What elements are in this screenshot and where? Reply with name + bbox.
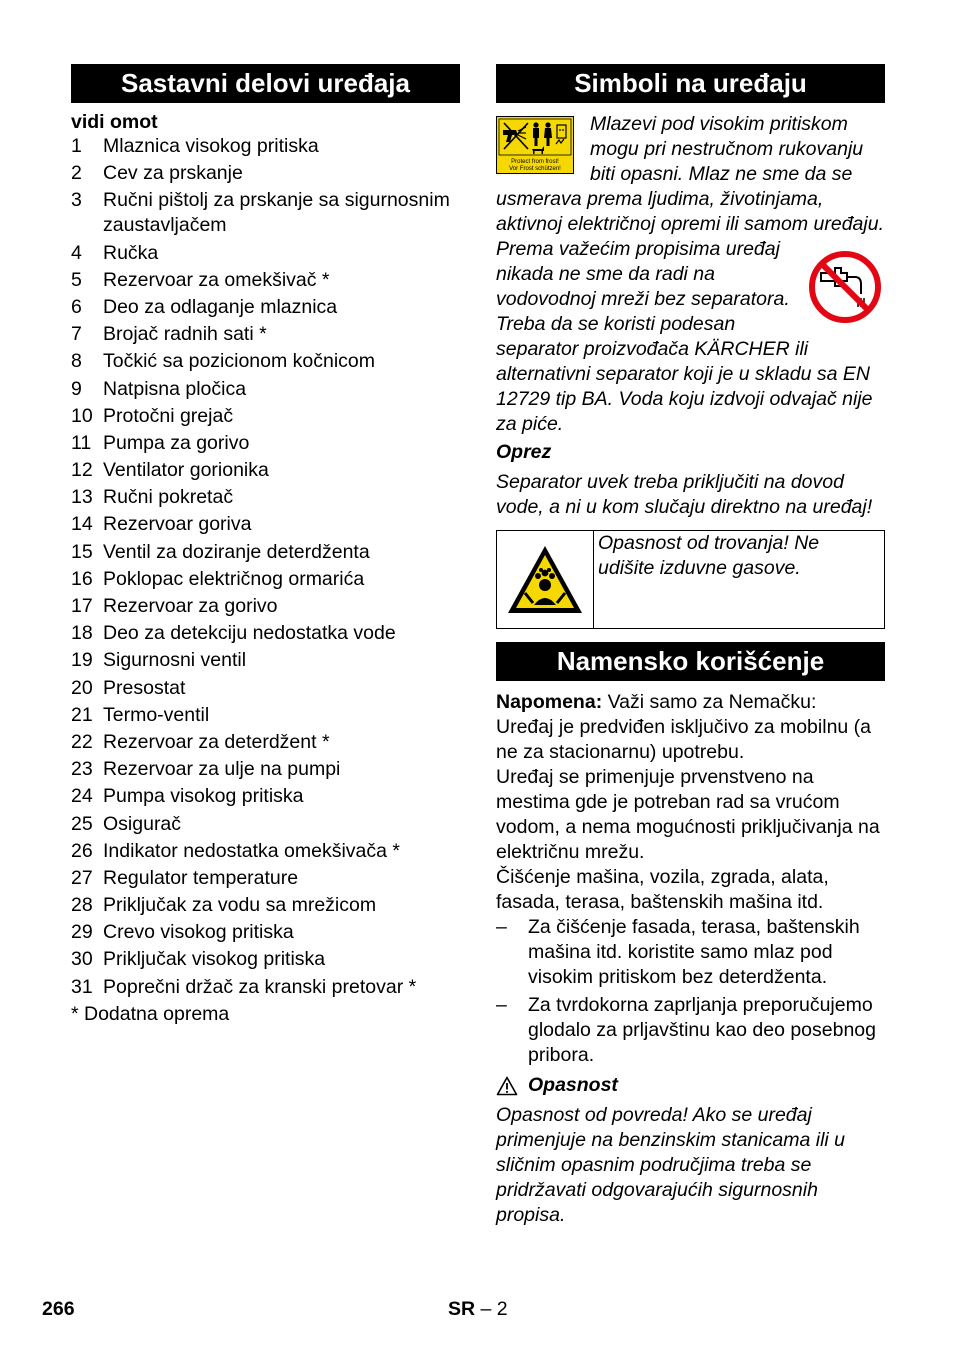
part-label: Rezervoar goriva xyxy=(103,513,252,536)
part-number: 26 xyxy=(71,839,93,862)
water-rule-block xyxy=(496,237,885,437)
bullet-dash: – xyxy=(496,994,507,1016)
part-label: Ručni pokretač xyxy=(103,486,234,509)
part-label: Ventilator gorionika xyxy=(103,459,269,482)
part-label: Termo-ventil xyxy=(103,703,210,726)
exhaust-gas-warning-icon xyxy=(505,543,585,617)
parts-list-item xyxy=(71,134,460,159)
footer-subpage: – 2 xyxy=(480,1298,508,1320)
hp-icon-text-2: Vor Frost schützen! xyxy=(509,166,561,172)
part-number: 20 xyxy=(71,676,93,699)
part-number: 21 xyxy=(71,703,93,726)
part-label: Poklopac električnog ormarića xyxy=(103,567,365,590)
footer-lang xyxy=(448,1297,508,1322)
warning-triangle-icon xyxy=(496,1076,518,1096)
part-label: Deo za odlaganje mlaznica xyxy=(103,295,338,318)
left-column xyxy=(71,64,460,1027)
parts-list-item xyxy=(71,161,460,186)
part-label: Poprečni držač za kranski pretovar * xyxy=(103,975,417,998)
part-number: 2 xyxy=(71,162,82,185)
bullet-text: Za tvrdokorna zaprljanja preporučujemo glodalo za prljavštinu kao deo posebnog pribora. xyxy=(528,994,877,1066)
part-number: 29 xyxy=(71,921,93,944)
part-number: 22 xyxy=(71,730,93,753)
poison-warning-text: Opasnost od trovanja! Ne udišite izduvne gasove. xyxy=(598,532,820,579)
note-line xyxy=(496,690,885,715)
part-number: 23 xyxy=(71,758,93,781)
part-label: Brojač radnih sati * xyxy=(103,323,267,346)
part-label: Ručni pištolj za prskanje sa sigurnosnim zaustavljačem xyxy=(103,189,450,237)
parts-list-item xyxy=(71,268,460,293)
page-number: 266 xyxy=(42,1298,75,1320)
subheading-see-cover: vidi omot xyxy=(71,111,158,133)
parts-list-item xyxy=(71,920,460,945)
danger-text: Opasnost od povreda! Ako se uređaj primenjuje na benzinskim stanicama ili u sličnim opasnim područjima treba se pridržavati odgovarajućih sigurnosnih propisa. xyxy=(496,1104,845,1226)
part-label: Ručka xyxy=(103,241,159,264)
parts-list-item xyxy=(71,812,460,837)
part-number: 8 xyxy=(71,350,82,373)
footnote-accessories: * Dodatna oprema xyxy=(71,1002,230,1025)
part-number: 1 xyxy=(71,135,82,157)
parts-list-item xyxy=(71,540,460,565)
parts-list-item xyxy=(71,676,460,701)
usage-bullets xyxy=(496,915,885,1068)
parts-list-item xyxy=(71,621,460,646)
part-number: 27 xyxy=(71,866,93,889)
part-number: 28 xyxy=(71,894,93,917)
hp-warning-block xyxy=(496,112,885,237)
parts-list-item xyxy=(71,975,460,1000)
poison-icon-cell xyxy=(497,531,594,628)
hp-icon-text-1: Protect from frost! xyxy=(511,159,559,165)
usage-bullet-item xyxy=(496,915,885,990)
high-pressure-warning-icon xyxy=(496,116,574,174)
water-rule-text: Prema važećim propisima uređaj nikada ne sme da radi na vodovodnoj mreži bez separatora. Treba da se koristi podesan separator proizvođača KÄRCHER ili alternativni separator koji je u skladu sa EN 12729 tip BA. Voda koju izdvoji odvajač nije za piće. xyxy=(496,238,873,435)
part-label: Mlaznica visokog pritiska xyxy=(103,135,319,157)
parts-list-item xyxy=(71,188,460,238)
part-label: Rezervoar za deterdžent * xyxy=(103,730,330,753)
part-number: 16 xyxy=(71,567,93,590)
part-number: 13 xyxy=(71,486,93,509)
caution-text: Separator uvek treba priključiti na dovod vode, a ni u kom slučaju direktno na uređaj! xyxy=(496,471,873,518)
poison-warning-table xyxy=(496,530,885,629)
section-heading-intended-use: Namensko korišćenje xyxy=(496,642,885,681)
parts-list-item xyxy=(71,757,460,782)
paragraph-hot-water: Uređaj se primenjuje prvenstveno na mestima gde je potreban rad sa vrućom vodom, a nema mogućnosti priključivanja na električnu mrežu. xyxy=(496,766,880,863)
note-label: Napomena: xyxy=(496,691,603,713)
part-number: 10 xyxy=(71,404,93,427)
parts-list-item xyxy=(71,458,460,483)
part-label: Cev za prskanje xyxy=(103,162,243,185)
parts-list-item xyxy=(71,947,460,972)
paragraph-mobile-use: Uređaj je predviđen isključivo za mobilnu (a ne za stacionarnu) upotrebu. xyxy=(496,716,872,763)
footer-lang-code: SR xyxy=(448,1298,476,1320)
part-number: 24 xyxy=(71,785,93,808)
part-label: Indikator nedostatka omekšivača * xyxy=(103,839,400,862)
section-heading-components: Sastavni delovi uređaja xyxy=(71,64,460,103)
part-number: 18 xyxy=(71,622,93,645)
note-text: Važi samo za Nemačku: xyxy=(602,691,817,713)
part-number: 19 xyxy=(71,649,93,672)
parts-list-item xyxy=(71,594,460,619)
part-number: 5 xyxy=(71,268,82,291)
danger-heading xyxy=(496,1073,885,1098)
parts-list-item xyxy=(71,866,460,891)
part-number: 25 xyxy=(71,812,93,835)
part-number: 11 xyxy=(71,431,92,454)
parts-list-item xyxy=(71,839,460,864)
parts-list-item xyxy=(71,295,460,320)
parts-list-item xyxy=(71,485,460,510)
part-label: Sigurnosni ventil xyxy=(103,649,247,672)
right-column xyxy=(496,64,885,1228)
parts-list-item xyxy=(71,703,460,728)
part-number: 31 xyxy=(71,975,93,998)
parts-list xyxy=(71,134,460,1000)
parts-list-item xyxy=(71,730,460,755)
bullet-text: Za čišćenje fasada, terasa, baštenskih mašina itd. koristite samo mlaz pod visokim pritiskom bez deterdženta. xyxy=(528,916,860,988)
parts-list-item xyxy=(71,784,460,809)
part-number: 15 xyxy=(71,540,93,563)
part-number: 14 xyxy=(71,513,93,536)
part-label: Presostat xyxy=(103,676,186,699)
part-label: Regulator temperature xyxy=(103,866,299,889)
paragraph-cleaning: Čišćenje mašina, vozila, zgrada, alata, fasada, terasa, baštenskih mašina itd. xyxy=(496,866,829,913)
section-heading-symbols: Simboli na uređaju xyxy=(496,64,885,103)
part-label: Točkić sa pozicionom kočnicom xyxy=(103,350,376,373)
part-label: Deo za detekciju nedostatka vode xyxy=(103,622,396,645)
parts-list-item xyxy=(71,648,460,673)
parts-list-item xyxy=(71,349,460,374)
bullet-dash: – xyxy=(496,916,507,938)
caution-label: Oprez xyxy=(496,441,552,463)
part-number: 6 xyxy=(71,295,82,318)
parts-list-item xyxy=(71,404,460,429)
part-label: Crevo visokog pritiska xyxy=(103,921,294,944)
part-number: 7 xyxy=(71,323,82,346)
part-label: Protočni grejač xyxy=(103,404,234,427)
part-number: 17 xyxy=(71,595,93,617)
part-label: Rezervoar za gorivo xyxy=(103,595,278,617)
part-number: 12 xyxy=(71,459,93,482)
part-label: Priključak visokog pritiska xyxy=(103,948,326,971)
usage-bullet-item xyxy=(496,993,885,1068)
hp-warning-text: Mlazevi pod visokim pritiskom mogu pri nestručnom rukovanju biti opasni. Mlaz ne sme da se usmerava prema ljudima, životinjama, aktivnoj električnoj opremi ili samom uređaju. xyxy=(496,113,884,235)
part-label: Ventil za doziranje deterdženta xyxy=(103,540,370,563)
no-mains-water-icon xyxy=(807,249,883,325)
parts-list-item xyxy=(71,377,460,402)
part-label: Rezervoar za omekšivač * xyxy=(103,268,330,291)
part-label: Rezervoar za ulje na pumpi xyxy=(103,758,341,781)
parts-list-item xyxy=(71,567,460,592)
parts-list-item xyxy=(71,431,460,456)
parts-list-item xyxy=(71,241,460,266)
part-label: Natpisna pločica xyxy=(103,377,247,400)
part-number: 30 xyxy=(71,948,93,971)
parts-list-item xyxy=(71,893,460,918)
danger-label: Opasnost xyxy=(528,1074,618,1096)
part-number: 3 xyxy=(71,189,82,212)
part-label: Osigurač xyxy=(103,812,182,835)
part-number: 4 xyxy=(71,241,82,264)
part-label: Pumpa za gorivo xyxy=(103,431,250,454)
part-number: 9 xyxy=(71,377,82,400)
part-label: Priključak za vodu sa mrežicom xyxy=(103,894,377,917)
parts-list-item xyxy=(71,512,460,537)
part-label: Pumpa visokog pritiska xyxy=(103,785,304,808)
parts-list-item xyxy=(71,322,460,347)
